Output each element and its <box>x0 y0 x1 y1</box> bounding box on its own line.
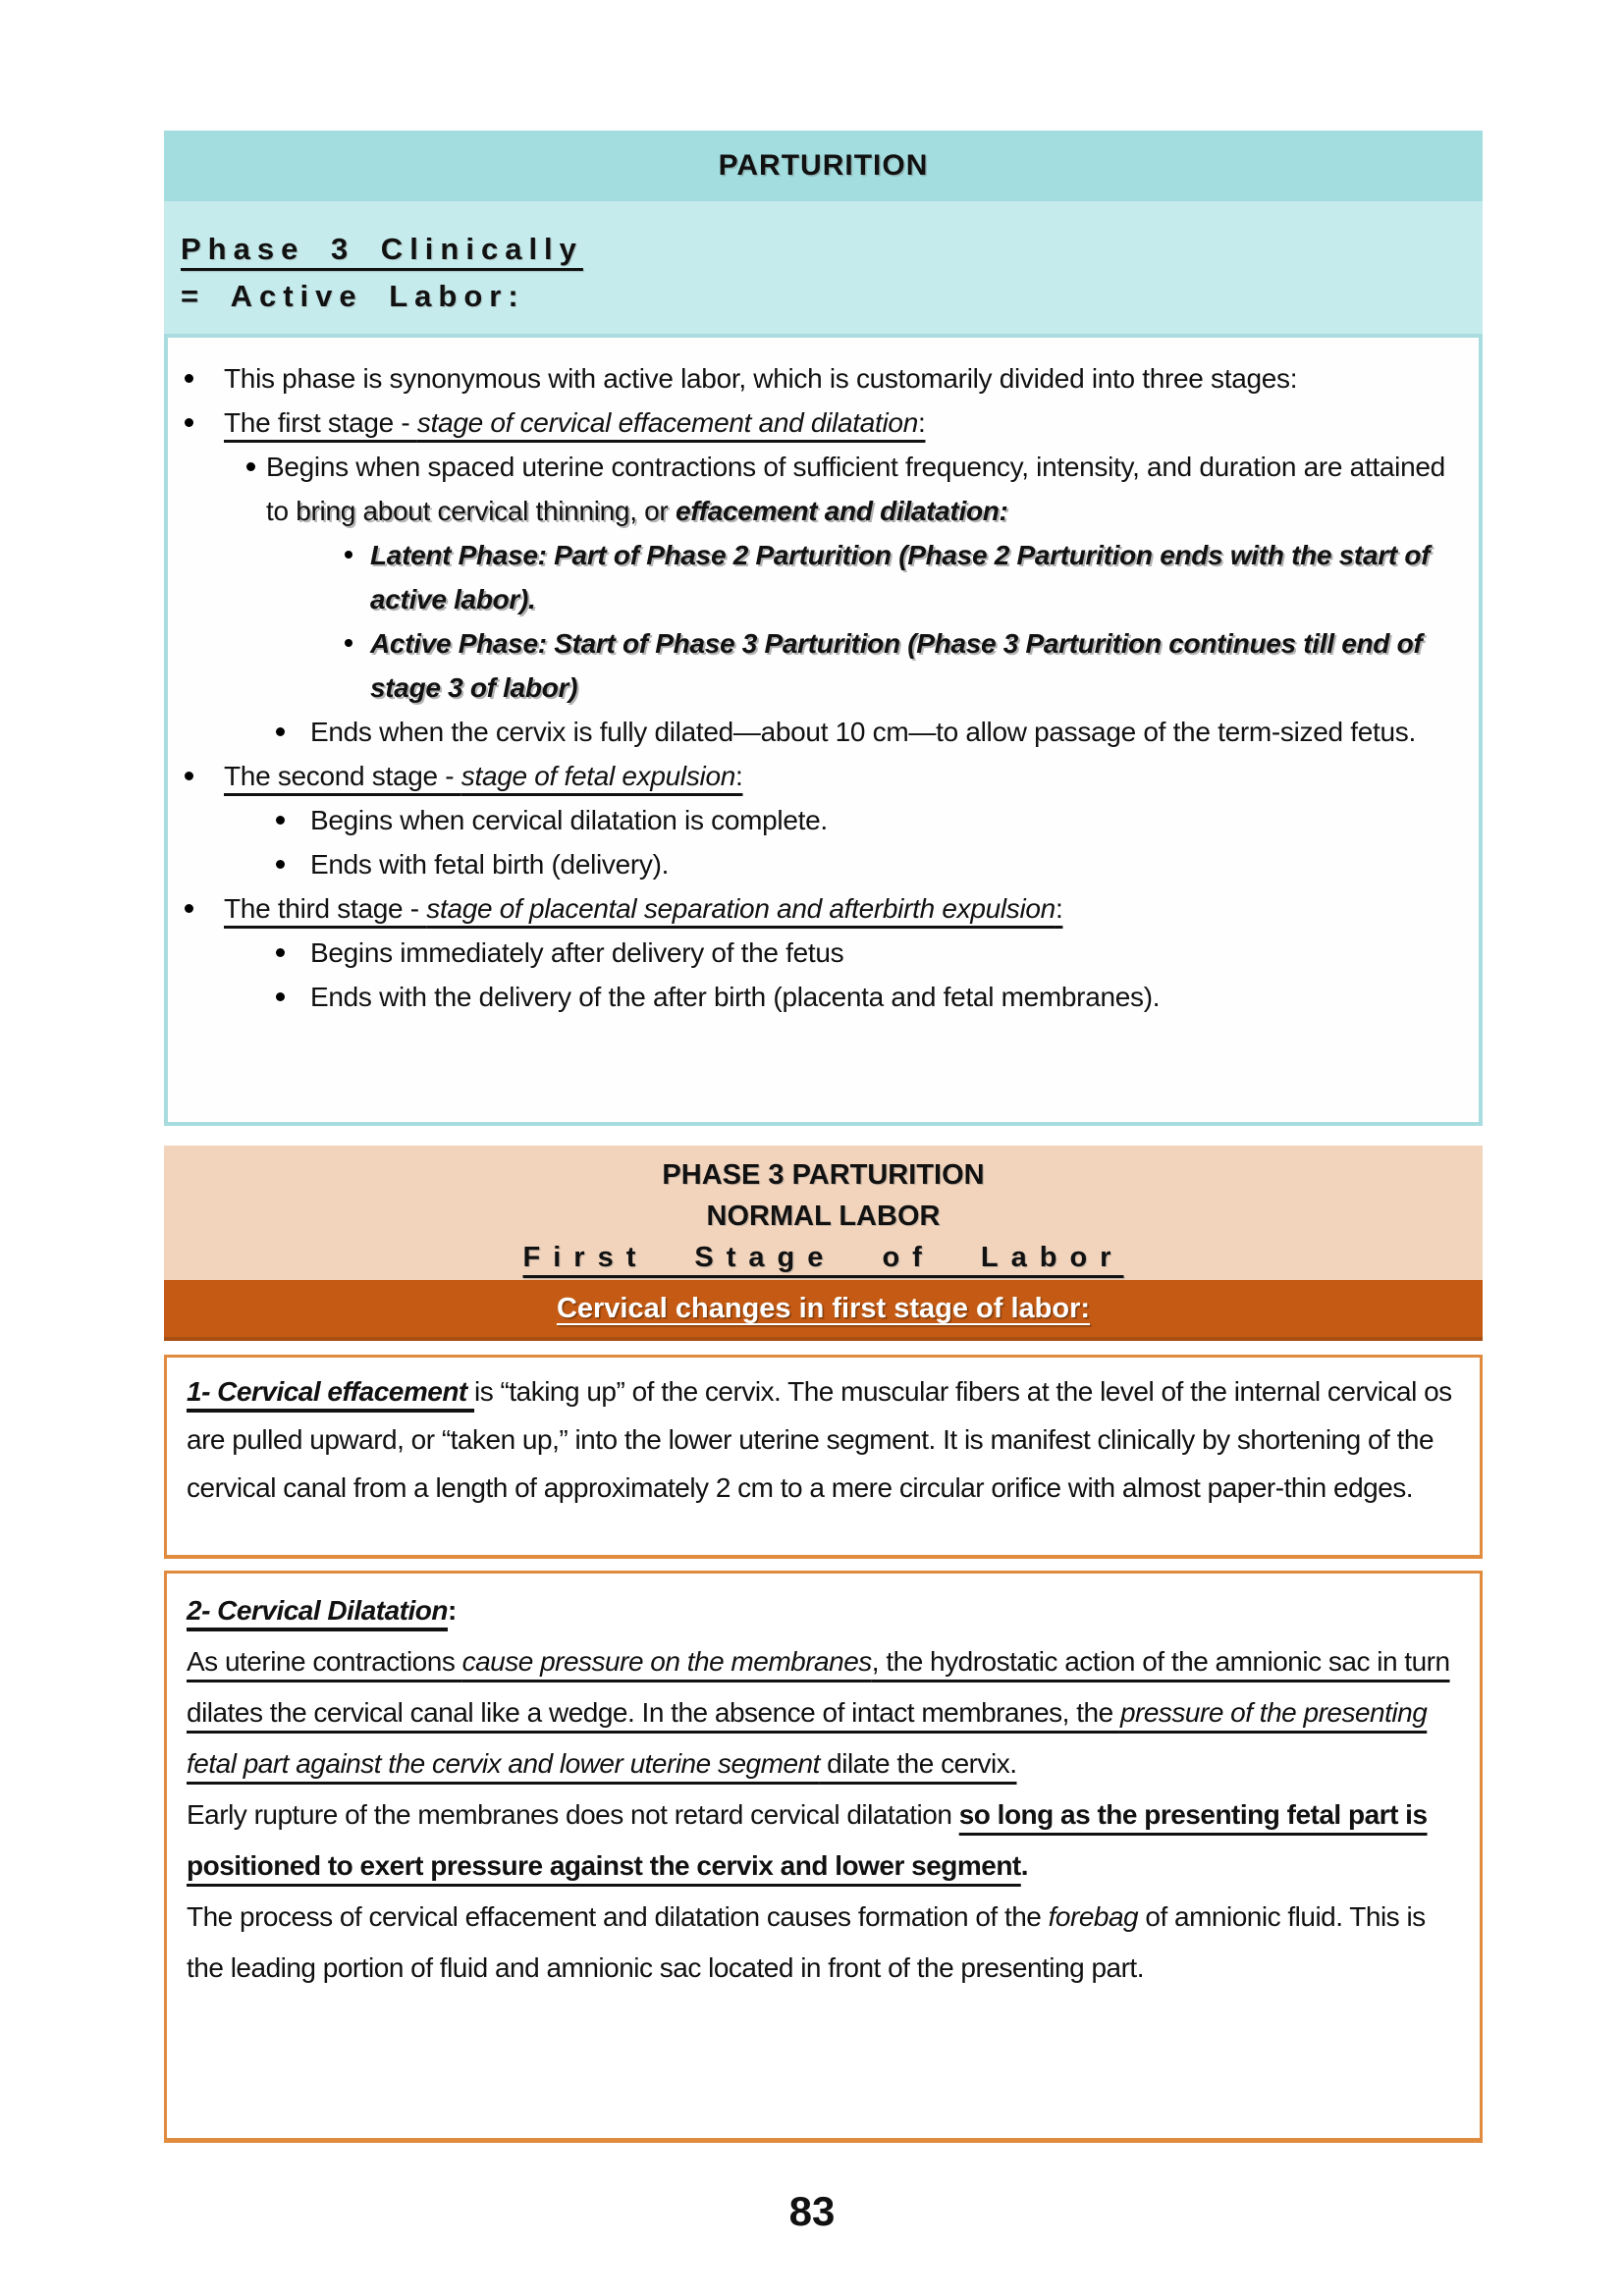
bullet-icon <box>185 772 193 780</box>
bullet-icon <box>185 904 193 913</box>
bullet-item-third-stage-ends <box>168 975 1454 1019</box>
bullet-icon <box>246 462 255 471</box>
banner-text: Cervical changes in first stage of labor: <box>556 1293 1091 1324</box>
first-stage-section-heading <box>164 1146 1483 1280</box>
parturition-title-band <box>164 131 1483 201</box>
bullet-item-third-stage-begins <box>168 931 1454 975</box>
bullet-text: The first stage - stage of cervical effacement and dilatation: <box>224 407 926 438</box>
bullet-text: The second stage - stage of fetal expulsion: <box>224 761 743 791</box>
bullet-text: Ends with fetal birth (delivery). <box>310 849 670 880</box>
phase3-heading-box <box>164 201 1483 334</box>
section-title-line1: PHASE 3 PARTURITION <box>662 1159 985 1191</box>
dilatation-paragraph-1: As uterine contractions cause pressure on the membranes, the hydrostatic action of the amnionic sac in turn dilates the cervical canal like a wedge. In the absence of intact membranes, the pressure of the presenting fetal part against the cervix and lower uterine segment dilate the cervix. <box>187 1646 1450 1779</box>
bullet-icon <box>276 860 285 869</box>
dilatation-paragraph-2: Early rupture of the membranes does not retard cervical dilatation so long as the presenting fetal part is positioned to exert pressure against the cervix and lower segment. <box>187 1799 1428 1881</box>
cervical-changes-banner <box>164 1280 1483 1341</box>
bullet-icon <box>276 992 285 1001</box>
effacement-paragraph: 1- Cervical effacement is “taking up” of the cervix. The muscular fibers at the level of the internal cervical os are pulled upward, or “taken up,” into the lower uterine segment. It is manifest clinically by shortening of the cervical canal from a length of approximately 2 cm to a mere circular orifice with almost paper-thin edges. <box>187 1376 1452 1503</box>
bullet-item-second-stage <box>168 754 1454 798</box>
dilatation-heading: 2- Cervical Dilatation: <box>187 1595 457 1626</box>
section-title-line3: First Stage of Labor <box>522 1242 1124 1273</box>
bullet-item-latent-phase <box>168 533 1454 621</box>
cervical-effacement-box <box>164 1355 1483 1559</box>
bullet-item-first-stage-begins <box>168 445 1454 533</box>
bullet-icon <box>276 727 285 736</box>
bullet-icon <box>345 551 352 559</box>
bullet-icon <box>276 948 285 957</box>
bullet-item-first-stage <box>168 400 1454 445</box>
dilatation-paragraph-3: The process of cervical effacement and dilatation causes formation of the forebag of amnionic fluid. This is the leading portion of fluid and amnionic sac located in front of the presenting part. <box>187 1901 1426 1983</box>
bullet-item-active-phase <box>168 621 1454 710</box>
bullet-text: Active Phase: Start of Phase 3 Parturition (Phase 3 Parturition continues till end of stage 3 of labor) <box>370 628 1423 703</box>
bullet-icon <box>345 639 352 647</box>
cervical-dilatation-box <box>164 1571 1483 2143</box>
bullet-item-second-stage-begins <box>168 798 1454 842</box>
bullet-item-third-stage <box>168 886 1454 931</box>
active-labor-stages-box <box>164 334 1483 1126</box>
bullet-icon <box>276 816 285 825</box>
bullet-text: Ends with the delivery of the after birth (placenta and fetal membranes). <box>310 982 1161 1012</box>
bullet-text: The third stage - stage of placental separation and afterbirth expulsion: <box>224 893 1063 924</box>
bullet-item-second-stage-ends <box>168 842 1454 886</box>
bullet-text: Begins when cervical dilatation is complete. <box>310 805 828 835</box>
bullet-icon <box>185 418 193 427</box>
bullet-text: This phase is synonymous with active labor, which is customarily divided into three stages: <box>224 363 1298 394</box>
effacement-lead: 1- Cervical effacement <box>187 1376 475 1407</box>
bullet-icon <box>185 374 193 383</box>
bullet-item-first-stage-ends <box>168 710 1454 754</box>
bullet-text: Ends when the cervix is fully dilated—about 10 cm—to allow passage of the term-sized fetus. <box>310 717 1416 747</box>
page-title: PARTURITION <box>718 149 929 182</box>
page-number: 83 <box>788 2188 836 2234</box>
bullet-text: Begins when spaced uterine contractions of sufficient frequency, intensity, and duration are attained to bring about cervical thinning, or effacement and dilatation: <box>266 452 1445 526</box>
bullet-item-overview <box>168 356 1454 400</box>
active-labor-heading: = Active Labor: <box>181 279 525 313</box>
section-title-line2: NORMAL LABOR <box>706 1201 941 1232</box>
phase3-clinically-heading: Phase 3 Clinically <box>181 232 583 266</box>
bullet-text: Begins immediately after delivery of the fetus <box>310 937 844 968</box>
bullet-text: Latent Phase: Part of Phase 2 Parturition (Phase 2 Parturition ends with the start of active labor). <box>370 540 1431 614</box>
